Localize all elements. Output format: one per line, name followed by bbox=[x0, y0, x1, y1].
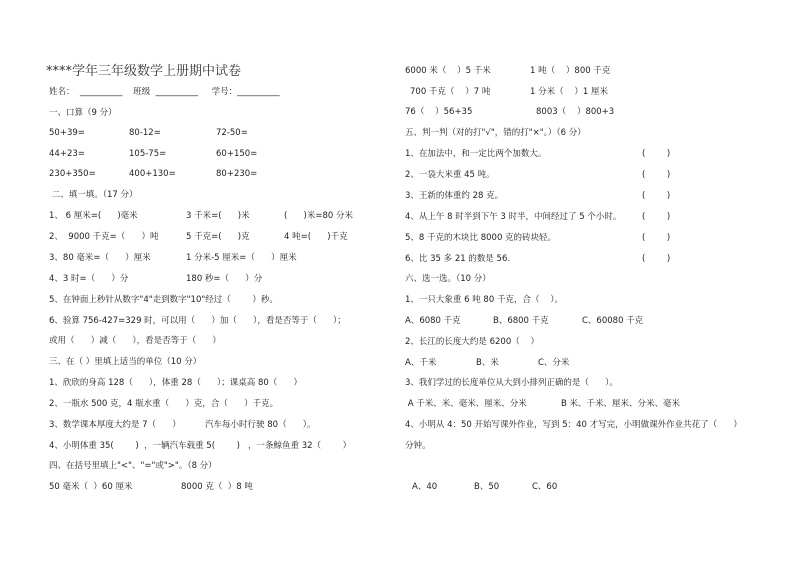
section-1-heading: 一、口算（9 分） bbox=[49, 108, 117, 118]
s6-q2-opt-a: A、千米 bbox=[405, 358, 437, 368]
s5-q3: 3、王新的体重约 28 克。 bbox=[405, 191, 504, 201]
s1-r1-c2: 80-12= bbox=[129, 128, 161, 138]
s6-q4-line1: 4、小明从 4：50 开始写课外作业，写到 5：40 才写完，小明做课外作业共花了（ ） bbox=[405, 420, 742, 430]
r3-b: 8003（ ）800+3 bbox=[536, 107, 615, 117]
s4-q1-a: 50 毫米（ ）60 厘米 bbox=[49, 482, 133, 492]
s2-q6-line2: 或用（ ）减（ ），看是否等于（ ） bbox=[49, 336, 221, 346]
s5-q1-answer: ( ) bbox=[642, 149, 671, 159]
section-2-heading: 二、填一填。（17 分） bbox=[49, 190, 138, 200]
r2-b: 1 分米（ ）1 厘米 bbox=[530, 87, 609, 97]
s2-q3-a: 3、80 毫米=（ ）厘米 bbox=[49, 253, 151, 263]
s6-q4-opt-c: C、60 bbox=[532, 482, 558, 492]
s1-r2-c2: 105-75= bbox=[129, 149, 167, 159]
s1-r3-c3: 80+230= bbox=[216, 169, 258, 179]
s2-q2-c: 4 吨=( )千克 bbox=[284, 232, 348, 242]
s6-q3-opt-b: B 米、千米、厘米、分米、毫米 bbox=[561, 399, 681, 409]
s6-q4-line2: 分钟。 bbox=[405, 441, 431, 451]
section-4-heading: 四、在括号里填上"<"、"="或">"。（8 分） bbox=[49, 461, 217, 471]
s2-q2-b: 5 千克=( )克 bbox=[186, 232, 250, 242]
s1-r2-c1: 44+23= bbox=[49, 149, 85, 159]
s3-q4: 4、小明体重 35( ) ，一辆汽车载重 5( ) ，一条鲸鱼重 32（ ） bbox=[49, 441, 352, 451]
s5-q4: 4、从上午 8 时半到下午 3 时半，中间经过了 5 个小时。 bbox=[405, 212, 622, 222]
s2-q3-b: 1 分米-5 厘米=（ ）厘米 bbox=[186, 253, 297, 263]
s1-r2-c3: 60+150= bbox=[216, 149, 258, 159]
s5-q1: 1、在加法中，和一定比两个加数大。 bbox=[405, 149, 547, 159]
s2-q5: 5、在钟面上秒针从数字"4"走到数字"10"经过（ ）秒。 bbox=[49, 295, 278, 305]
section-6-heading: 六、选一选。（10 分） bbox=[405, 274, 491, 284]
s6-q4-opt-a: A、40 bbox=[412, 482, 438, 492]
s6-q3: 3、我们学过的长度单位从大到小排列正确的是（ ）。 bbox=[405, 378, 618, 388]
s5-q2-answer: ( ) bbox=[642, 170, 671, 180]
s1-r3-c1: 230+350= bbox=[49, 169, 96, 179]
s2-q1-a: 1、 6 厘米=( )毫米 bbox=[49, 211, 138, 221]
s5-q3-answer: ( ) bbox=[642, 191, 671, 201]
s4-q1-b: 8000 克（ ）8 吨 bbox=[181, 482, 253, 492]
s1-r1-c1: 50+39= bbox=[49, 128, 85, 138]
s5-q5: 5、8 千克的木块比 8000 克的砖块轻。 bbox=[405, 233, 557, 243]
s6-q1-opt-a: A、6080 千克 bbox=[405, 316, 461, 326]
s2-q6-line1: 6、验算 756-427=329 时，可以用（ ）加（ ），看是否等于（ ）； bbox=[49, 316, 346, 326]
s6-q3-opt-a: A 千米、米、毫米、厘米、分米 bbox=[405, 399, 527, 409]
s2-q4-b: 180 秒=（ ）分 bbox=[186, 274, 263, 284]
section-5-heading: 五、判一判（对的打"√"，错的打"×"。）（6 分） bbox=[405, 128, 586, 138]
s6-q2-opt-c: C、分米 bbox=[538, 358, 570, 368]
r2-a: 700 千克（ ）7 吨 bbox=[410, 87, 491, 97]
s6-q1: 1、一只大象重 6 吨 80 千克，合（ ）。 bbox=[405, 295, 563, 305]
s5-q6-answer: ( ) bbox=[642, 254, 671, 264]
s3-q3: 3、数学课本厚度大约是 7（ ） 汽车每小时行驶 80（ ）。 bbox=[49, 420, 316, 430]
s3-q1: 1、欣欣的身高 128（ ），体重 28（ ）；课桌高 80（ ） bbox=[49, 378, 303, 388]
s2-q1-b: 3 千米=( )米 bbox=[186, 211, 250, 221]
s3-q2: 2、一瓶水 500 克，4 瓶水重（ ）克，合（ ）千克。 bbox=[49, 399, 279, 409]
s2-q1-c: ( )米=80 分米 bbox=[284, 211, 353, 221]
s5-q5-answer: ( ) bbox=[642, 233, 671, 243]
s6-q2: 2、长江的长度大约是 6200（ ） bbox=[405, 337, 540, 347]
section-3-heading: 三、在（ ）里填上适当的单位（10 分） bbox=[49, 357, 202, 367]
r3-a: 76（ ）56+35 bbox=[405, 107, 473, 117]
r1-b: 1 吨（ ）800 千克 bbox=[530, 66, 611, 76]
s6-q2-opt-b: B、米 bbox=[476, 358, 499, 368]
s6-q1-opt-c: C、60080 千克 bbox=[582, 316, 644, 326]
r1-a: 6000 米（ ）5 千米 bbox=[405, 66, 491, 76]
s1-r1-c3: 72-50= bbox=[216, 128, 248, 138]
s1-r3-c2: 400+130= bbox=[129, 169, 176, 179]
page-title: ****学年三年级数学上册期中试卷 bbox=[46, 64, 242, 79]
student-info-line: 姓名： __________ 班级 __________ 学号：__________ bbox=[49, 87, 280, 97]
s5-q4-answer: ( ) bbox=[642, 212, 671, 222]
s5-q6: 6、比 35 多 21 的数是 56. bbox=[405, 254, 511, 264]
s2-q2-a: 2、 9000 千克=（ ）吨 bbox=[49, 232, 159, 242]
s5-q2: 2、一袋大米重 45 吨。 bbox=[405, 170, 495, 180]
s2-q4-a: 4、3 时=（ ）分 bbox=[49, 274, 129, 284]
s6-q1-opt-b: B、6800 千克 bbox=[493, 316, 549, 326]
s6-q4-opt-b: B、50 bbox=[474, 482, 500, 492]
